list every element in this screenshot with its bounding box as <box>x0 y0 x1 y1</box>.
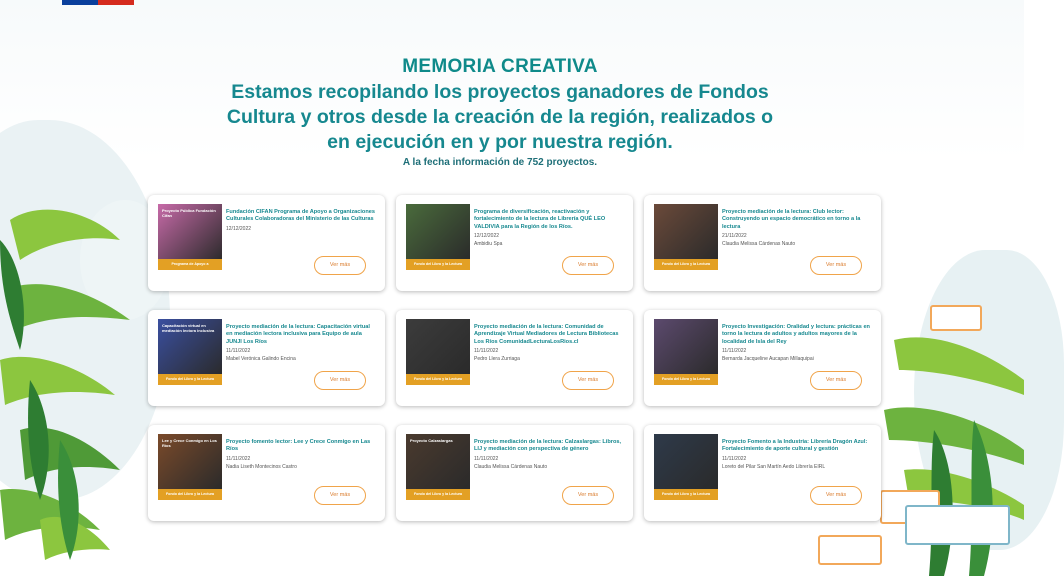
project-grid <box>148 195 881 521</box>
project-author: Bernarda Jacqueline Aucapan Millaquipai <box>722 356 814 363</box>
project-card <box>644 195 881 291</box>
project-title: Proyecto mediación de la lectura: Comunidad de Aprendizaje Virtual Mediadores de Lectura Bibliotecas Los Ríos ComunidadLecturaLosRios.cl <box>474 324 619 345</box>
ver-mas-button[interactable]: Ver más <box>810 486 862 505</box>
project-info <box>474 439 624 470</box>
project-title: Fundación CIFAN Programa de Apoyo a Organizaciones Culturales Colaboradoras del Ministerio de las Culturas <box>226 209 375 223</box>
project-title: Proyecto Fomento a la Industria: Librería Dragón Azul: Fortalecimiento de aporte cultural y gestión <box>722 439 868 453</box>
thumbnail-caption: Proyecto Pública Fundación Cifan <box>162 208 216 218</box>
thumbnail-fund-band: Fondo del Libro y la Lectura <box>158 489 222 500</box>
thumbnail-fund-band: Fondo del Libro y la Lectura <box>654 489 718 500</box>
project-card <box>396 310 633 406</box>
decorative-window-3 <box>905 505 1010 545</box>
project-author: Pedro Llera Zurriaga <box>474 356 520 363</box>
thumbnail-caption: Lee y Crece Conmigo en Los Ríos <box>162 438 217 448</box>
project-date: 21/11/2022 <box>722 233 747 240</box>
project-title: Proyecto Investigación: Oralidad y lectura: prácticas en torno la lectura de adultos y adultos mayores de la localidad de Isla del Rey <box>722 324 870 345</box>
project-card <box>644 425 881 521</box>
flag-blue-segment <box>62 0 98 5</box>
ver-mas-button[interactable]: Ver más <box>810 256 862 275</box>
project-author: Ambidiu Spa <box>474 241 503 248</box>
decorative-window-4 <box>818 535 882 565</box>
thumbnail-image <box>654 434 718 491</box>
project-thumbnail[interactable] <box>406 319 470 385</box>
project-count: A la fecha información de 752 proyectos. <box>402 157 598 168</box>
subtitle-line-2: Cultura y otros desde la creación de la región, realizados o <box>226 106 774 128</box>
project-author: Claudia Melissa Cárdenas Nauto <box>722 241 796 248</box>
project-card <box>148 425 385 521</box>
thumbnail-image <box>654 204 718 261</box>
page-title: MEMORIA CREATIVA <box>402 56 598 77</box>
thumbnail-fund-band: Fondo del Libro y la Lectura <box>406 374 470 385</box>
project-date: 11/11/2022 <box>226 455 251 462</box>
project-info <box>722 439 872 470</box>
project-thumbnail[interactable] <box>158 204 222 288</box>
project-info <box>722 209 872 247</box>
project-info <box>226 209 376 234</box>
project-title: Proyecto mediación de la lectura: Club lector: Construyendo un espacio democrático en torno a la lectura <box>722 209 861 230</box>
page-subtitle <box>180 80 820 155</box>
subtitle-line-3: en ejecución en y por nuestra región. <box>327 131 673 153</box>
thumbnail-image <box>654 319 718 376</box>
ver-mas-button[interactable]: Ver más <box>314 486 366 505</box>
project-title: Programa de diversificación, reactivación y fortalecimiento de la lectura de Librería QUÉ LEO VALDIVIA para la Región de los Ríos. <box>474 209 606 230</box>
thumbnail-fund-band: Programa de Apoyo a Organizaciones Culturales Colaboradoras (PAOCC) <box>158 259 222 270</box>
project-card <box>396 195 633 291</box>
thumbnail-fund-band: Fondo del Libro y la Lectura <box>654 259 718 270</box>
thumbnail-fund-band: Fondo del Libro y la Lectura <box>406 259 470 270</box>
project-date: 11/11/2022 <box>722 348 747 355</box>
project-info <box>226 439 376 470</box>
thumbnail-caption: Proyecto Calzaslargas <box>410 438 453 443</box>
thumbnail-image <box>406 204 470 261</box>
fern-plant-left <box>0 180 150 576</box>
project-title: Proyecto mediación de la lectura: Capacitación virtual en mediación lectora inclusiva para Equipo de aula JUNJI Los Ríos <box>226 324 370 345</box>
project-info <box>474 209 624 247</box>
project-title: Proyecto fomento lector: Lee y Crece Conmigo en Las Ríos <box>226 439 371 453</box>
ver-mas-button[interactable]: Ver más <box>314 371 366 390</box>
project-info <box>722 324 872 362</box>
project-thumbnail[interactable] <box>406 204 470 270</box>
page-header <box>180 56 820 168</box>
subtitle-line-1: Estamos recopilando los proyectos ganadores de Fondos <box>231 81 769 103</box>
decorative-window-1 <box>930 305 982 331</box>
project-info <box>474 324 624 362</box>
project-thumbnail[interactable] <box>158 434 222 500</box>
thumbnail-image <box>406 319 470 376</box>
ver-mas-button[interactable]: Ver más <box>562 256 614 275</box>
ver-mas-button[interactable]: Ver más <box>810 371 862 390</box>
ver-mas-button[interactable]: Ver más <box>314 256 366 275</box>
thumbnail-fund-band: Fondo del Libro y la Lectura <box>654 374 718 385</box>
project-date: 11/11/2022 <box>474 455 499 462</box>
project-thumbnail[interactable] <box>654 434 718 500</box>
project-date: 11/11/2022 <box>226 348 251 355</box>
project-card <box>148 195 385 291</box>
thumbnail-fund-band: Fondo del Libro y la Lectura <box>406 489 470 500</box>
project-author: Claudia Melissa Cárdenas Nauto <box>474 463 548 470</box>
project-date: 12/12/2022 <box>474 233 500 240</box>
project-date: 11/11/2022 <box>722 455 747 462</box>
project-thumbnail[interactable] <box>406 434 470 500</box>
project-card <box>148 310 385 406</box>
thumbnail-caption: Capacitación virtual en mediación lectora inclusiva <box>162 323 215 333</box>
government-flag-bar <box>62 0 134 5</box>
project-author: Mabel Verónica Galindo Encina <box>226 356 296 363</box>
project-author: Nadia Liseth Montecinos Castro <box>226 463 297 470</box>
project-date: 12/12/2022 <box>226 225 252 232</box>
project-thumbnail[interactable] <box>654 319 718 385</box>
ver-mas-button[interactable]: Ver más <box>562 371 614 390</box>
project-info <box>226 324 376 362</box>
project-date: 11/11/2022 <box>474 348 499 355</box>
project-thumbnail[interactable] <box>158 319 222 385</box>
project-author: Loreto del Pilar San Martín Aedo Librería EIRL <box>722 463 826 470</box>
project-card <box>644 310 881 406</box>
ver-mas-button[interactable]: Ver más <box>562 486 614 505</box>
project-thumbnail[interactable] <box>654 204 718 270</box>
flag-red-segment <box>98 0 134 5</box>
thumbnail-fund-band: Fondo del Libro y la Lectura <box>158 374 222 385</box>
project-card <box>396 425 633 521</box>
project-title: Proyecto mediación de la lectura: Calzaslargas: Libros, LIJ y mediación con perspectiva de género <box>474 439 622 453</box>
